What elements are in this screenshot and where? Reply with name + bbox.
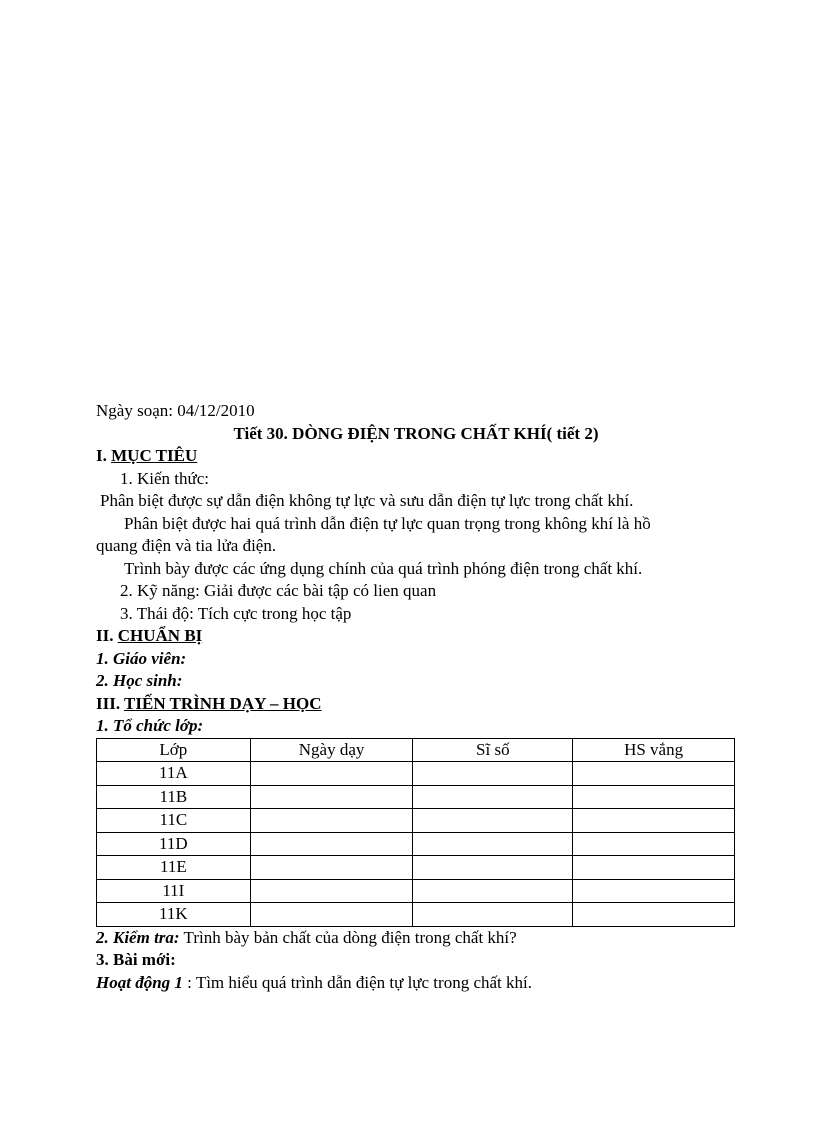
empty-cell <box>413 785 573 809</box>
empty-cell <box>573 762 735 786</box>
empty-cell <box>413 903 573 927</box>
empty-cell <box>250 903 413 927</box>
empty-cell <box>250 809 413 833</box>
header-class: Lớp <box>97 738 251 762</box>
table-row <box>97 809 735 833</box>
class-table <box>96 738 735 927</box>
section-3-number: III. <box>96 693 125 713</box>
table-header-row <box>97 738 735 762</box>
check-label: 2. Kiểm tra: <box>96 927 180 947</box>
table-row <box>97 762 735 786</box>
empty-cell <box>250 856 413 880</box>
check-line <box>96 927 736 950</box>
new-lesson-heading: 3. Bài mới: <box>96 950 176 969</box>
header-date: Ngày dạy <box>250 738 413 762</box>
table-row <box>97 785 735 809</box>
activity-text: : Tìm hiểu quá trình dẫn điện tự lực trong chất khí. <box>182 972 532 992</box>
objective-1: Phân biệt được sự dẫn điện không tự lực và sưu dẫn điện tự lực trong chất khí. <box>100 491 634 510</box>
empty-cell <box>573 809 735 833</box>
empty-cell <box>573 903 735 927</box>
student-heading: 2. Học sinh: <box>96 671 183 690</box>
section-3-label: TIẾN TRÌNH DẠY – HỌC <box>124 693 322 713</box>
empty-cell <box>573 856 735 880</box>
objective-2-line-1: Phân biệt được hai quá trình dẫn điện tự lực quan trọng trong không khí là hồ <box>124 513 651 533</box>
empty-cell <box>413 856 573 880</box>
activity-line <box>96 972 736 995</box>
table-row <box>97 832 735 856</box>
check-text: Trình bày bản chất của dòng điện trong chất khí? <box>179 927 517 947</box>
section-2-label: CHUẨN BỊ <box>117 626 203 645</box>
class-org-heading: 1. Tổ chức lớp: <box>96 716 204 735</box>
empty-cell <box>413 832 573 856</box>
table-row <box>97 856 735 880</box>
class-cell: 11K <box>97 903 251 927</box>
empty-cell <box>573 879 735 903</box>
header-absent: HS vắng <box>573 738 735 762</box>
document-page <box>96 400 736 994</box>
class-cell: 11A <box>97 762 251 786</box>
activity-label: Hoạt động 1 <box>96 972 183 992</box>
empty-cell <box>250 762 413 786</box>
attitude-line: 3. Thái độ: Tích cực trong học tập <box>120 603 352 623</box>
objective-2-line-2: quang điện và tia lửa điện. <box>96 536 277 555</box>
table-row <box>97 879 735 903</box>
empty-cell <box>413 762 573 786</box>
empty-cell <box>250 879 413 903</box>
empty-cell <box>250 785 413 809</box>
class-cell: 11D <box>97 832 251 856</box>
empty-cell <box>250 832 413 856</box>
section-2-number: II. <box>96 626 118 645</box>
header-count: Sĩ số <box>413 738 573 762</box>
class-cell: 11I <box>97 879 251 903</box>
section-3-heading <box>96 693 736 716</box>
teacher-heading: 1. Giáo viên: <box>96 648 187 668</box>
knowledge-heading: 1. Kiến thức: <box>120 468 210 488</box>
section-1-number: I. <box>96 446 112 465</box>
table-row <box>97 903 735 927</box>
class-cell: 11E <box>97 856 251 880</box>
class-cell: 11B <box>97 785 251 809</box>
section-1-label: MỤC TIÊU <box>111 446 198 465</box>
empty-cell <box>573 832 735 856</box>
date-line: Ngày soạn: 04/12/2010 <box>96 401 255 420</box>
empty-cell <box>413 879 573 903</box>
objective-3: Trình bày được các ứng dụng chính của quá trình phóng điện trong chất khí. <box>124 558 643 578</box>
section-2-heading <box>96 625 736 648</box>
empty-cell <box>573 785 735 809</box>
section-1-heading <box>96 445 736 468</box>
class-cell: 11C <box>97 809 251 833</box>
skill-line: 2. Kỹ năng: Giải được các bài tập có lien quan <box>120 581 437 600</box>
lesson-title: Tiết 30. DÒNG ĐIỆN TRONG CHẤT KHÍ( tiết 2) <box>233 423 599 443</box>
empty-cell <box>413 809 573 833</box>
